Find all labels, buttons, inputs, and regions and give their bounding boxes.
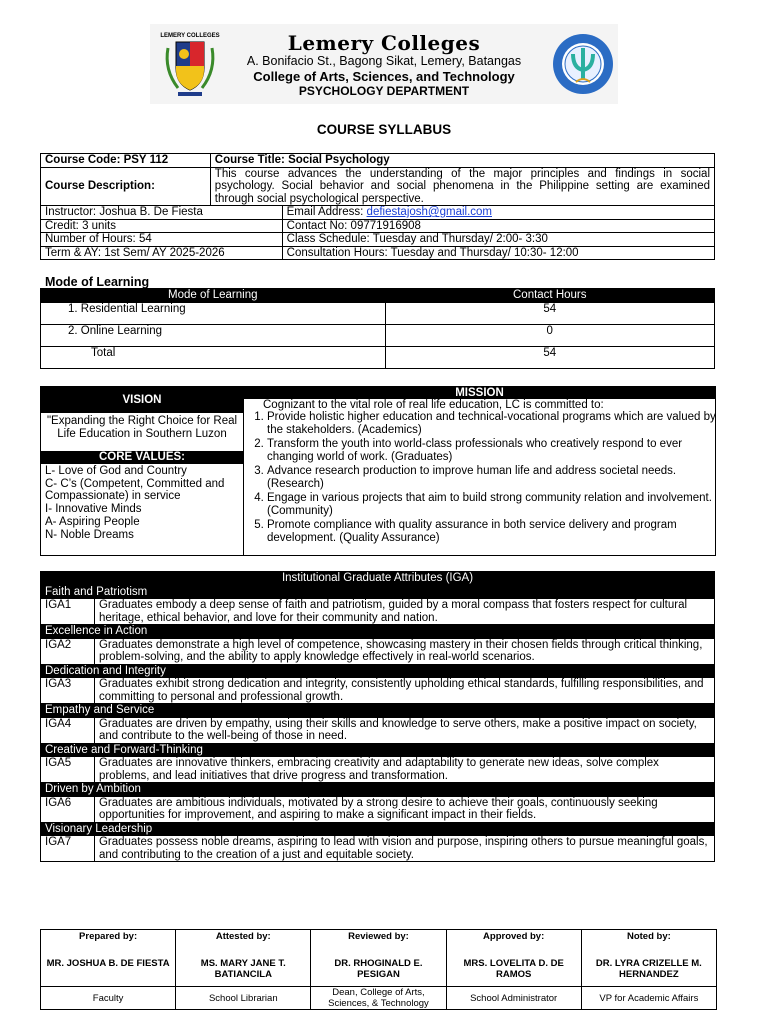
course-description-label: Course Description:	[41, 167, 211, 206]
iga-text: Graduates are ambitious individuals, motivated by a strong desire to achieve their goals, continuously seeking opportunities for improvement, and aspiring to make a significant impact in their fields.	[94, 796, 714, 822]
signatories-table	[40, 929, 717, 1010]
iga-text: Graduates are innovative thinkers, embracing creativity and adaptability to generate new ideas, solve complex problems, and lead initiatives that drive progress and transformation.	[94, 757, 714, 783]
table-row	[41, 638, 715, 664]
signatory-role: School Librarian	[176, 987, 311, 1010]
course-title: Course Title: Social Psychology	[210, 154, 714, 168]
core-values-heading: CORE VALUES:	[41, 451, 243, 464]
table-row	[41, 302, 715, 324]
iga-section: Dedication and Integrity	[41, 664, 715, 678]
credit: Credit: 3 units	[41, 219, 283, 233]
list-item: 1. Provide holistic higher education and technical-vocational programs which are valued by the stakeholders. (Academics)	[267, 411, 727, 437]
consultation-hours: Consultation Hours: Tuesday and Thursday/ 10:30- 12:00	[282, 246, 714, 260]
mission-heading: MISSION	[244, 387, 715, 399]
number-of-hours: Number of Hours: 54	[41, 233, 283, 247]
mission-list	[249, 411, 727, 546]
instructor: Instructor: Joshua B. De Fiesta	[41, 206, 283, 220]
signatory-attested	[176, 930, 311, 987]
mode-label: 2. Online Learning	[41, 324, 386, 346]
iga-text: Graduates embody a deep sense of faith and patriotism, guided by a moral compass that fosters respect for cultural heritage, ethical behavior, and love for their community and nation.	[94, 599, 714, 625]
lemery-colleges-logo-icon	[160, 30, 220, 98]
psychology-seal-icon	[546, 32, 620, 96]
list-item: 4. Engage in various projects that aim to build strong community relation and involvement. (Community)	[267, 492, 727, 518]
term-ay: Term & AY: 1st Sem/ AY 2025-2026	[41, 246, 283, 260]
iga-code: IGA6	[41, 796, 95, 822]
iga-code: IGA4	[41, 717, 95, 743]
mode-hours: 0	[385, 324, 714, 346]
iga-code: IGA3	[41, 678, 95, 704]
mode-label: Total	[41, 346, 386, 368]
signatory-noted	[581, 930, 716, 987]
mode-col-header: Mode of Learning	[41, 289, 386, 303]
college-name: Lemery Colleges	[287, 31, 481, 55]
table-row	[41, 324, 715, 346]
list-item: L- Love of God and Country	[45, 465, 187, 477]
mode-heading: Mode of Learning	[45, 275, 150, 289]
course-info-table	[40, 153, 715, 260]
signatory-name: MR. JOSHUA B. DE FIESTA	[46, 958, 170, 969]
email-link[interactable]: defiestajosh@gmail.com	[366, 206, 492, 218]
signatory-reviewed	[311, 930, 446, 987]
list-item: N- Noble Dreams	[45, 528, 134, 541]
core-values-list	[45, 465, 243, 541]
course-description: This course advances the understanding of the major principles and findings in social psychology. Social behavior and social phenomena in the Philippine setting are examined through social psychological perspective.	[210, 167, 714, 206]
iga-section: Empathy and Service	[41, 704, 715, 718]
signatory-name: MRS. LOVELITA D. DE RAMOS	[463, 958, 564, 980]
school-name: College of Arts, Sciences, and Technology	[253, 69, 515, 84]
iga-text: Graduates exhibit strong dedication and integrity, consistently upholding ethical standards, fulfilling responsibilities, and committing to personal and professional growth.	[94, 678, 714, 704]
mode-hours: 54	[385, 302, 714, 324]
signatory-role: School Administrator	[446, 987, 581, 1010]
signatory-name: DR. RHOGINALD E. PESIGAN	[334, 958, 423, 980]
mission-intro: Cognizant to the vital role of real life education, LC is committed to:	[263, 399, 604, 411]
iga-section: Driven by Ambition	[41, 783, 715, 797]
iga-section: Creative and Forward-Thinking	[41, 743, 715, 757]
table-row	[41, 678, 715, 704]
page-title: COURSE SYLLABUS	[316, 122, 452, 137]
list-item: A- Aspiring People	[45, 515, 140, 528]
list-item: 2. Transform the youth into world-class professionals who creatively respond to ever changing world of work. (Graduates)	[267, 438, 727, 464]
logo-text: LEMERY COLLEGES	[160, 33, 220, 39]
iga-section: Faith and Patriotism	[41, 585, 715, 599]
header-text	[220, 32, 548, 99]
iga-text: Graduates are driven by empathy, using their skills and knowledge to serve others, make a positive impact on society, and contribute to the well-being of those in need.	[94, 717, 714, 743]
table-row	[41, 757, 715, 783]
signatory-label: Approved by:	[483, 931, 545, 942]
list-item: C- C’s (Competent, Committed and Compassionate) in service	[45, 477, 225, 503]
table-row	[41, 599, 715, 625]
vision-text: "Expanding the Right Choice for Real Life Education in Southern Luzon	[46, 415, 238, 440]
signatory-role: Dean, College of Arts, Sciences, & Technology	[311, 987, 446, 1010]
iga-code: IGA5	[41, 757, 95, 783]
vision-heading: VISION	[41, 387, 243, 413]
iga-code: IGA2	[41, 638, 95, 664]
signatory-prepared	[41, 930, 176, 987]
signatory-role: Faculty	[41, 987, 176, 1010]
list-item: 5. Promote compliance with quality assurance in both service delivery and program development. (Quality Assurance)	[267, 519, 727, 545]
list-item: I- Innovative Minds	[45, 503, 142, 516]
class-schedule: Class Schedule: Tuesday and Thursday/ 2:00- 3:30	[282, 233, 714, 247]
course-code: Course Code: PSY 112	[41, 154, 211, 168]
signatory-name: DR. LYRA CRIZELLE M. HERNANDEZ	[595, 958, 702, 980]
mode-hours: 54	[385, 346, 714, 368]
iga-section: Excellence in Action	[41, 625, 715, 639]
iga-code: IGA7	[41, 836, 95, 862]
iga-code: IGA1	[41, 599, 95, 625]
table-row	[41, 796, 715, 822]
signatory-label: Noted by:	[626, 931, 671, 942]
email-label: Email Address:	[286, 206, 367, 218]
signatory-role: VP for Academic Affairs	[581, 987, 716, 1010]
signatory-approved	[446, 930, 581, 987]
vision-mission-box	[40, 386, 716, 556]
iga-text: Graduates possess noble dreams, aspiring to lead with vision and purpose, inspiring others to pursue meaningful goals, and contributing to the creation of a just and equitable society.	[94, 836, 714, 862]
signatory-name: MS. MARY JANE T. BATIANCILA	[200, 958, 286, 980]
signatory-label: Prepared by:	[79, 931, 138, 942]
department-name: PSYCHOLOGY DEPARTMENT	[298, 84, 470, 98]
email-cell	[282, 206, 714, 220]
iga-text: Graduates demonstrate a high level of competence, showcasing mastery in their chosen fields through critical thinking, problem-solving, and the ability to apply knowledge effectively in real-world scenarios.	[94, 638, 714, 664]
iga-section: Visionary Leadership	[41, 822, 715, 836]
table-row	[41, 836, 715, 862]
table-row	[41, 346, 715, 368]
hours-col-header: Contact Hours	[385, 289, 714, 303]
signatory-label: Attested by:	[215, 931, 271, 942]
contact-number: Contact No: 09771916908	[282, 219, 714, 233]
table-row	[41, 717, 715, 743]
mode-label: 1. Residential Learning	[41, 302, 386, 324]
mode-table	[40, 288, 715, 369]
college-address: A. Bonifacio St., Bagong Sikat, Lemery, Batangas	[246, 54, 522, 68]
list-item: 3. Advance research production to improve human life and address societal needs. (Research)	[267, 465, 727, 491]
column-divider	[243, 387, 244, 555]
iga-heading: Institutional Graduate Attributes (IGA)	[41, 572, 715, 586]
iga-table	[40, 571, 715, 862]
signatory-label: Reviewed by:	[348, 931, 409, 942]
